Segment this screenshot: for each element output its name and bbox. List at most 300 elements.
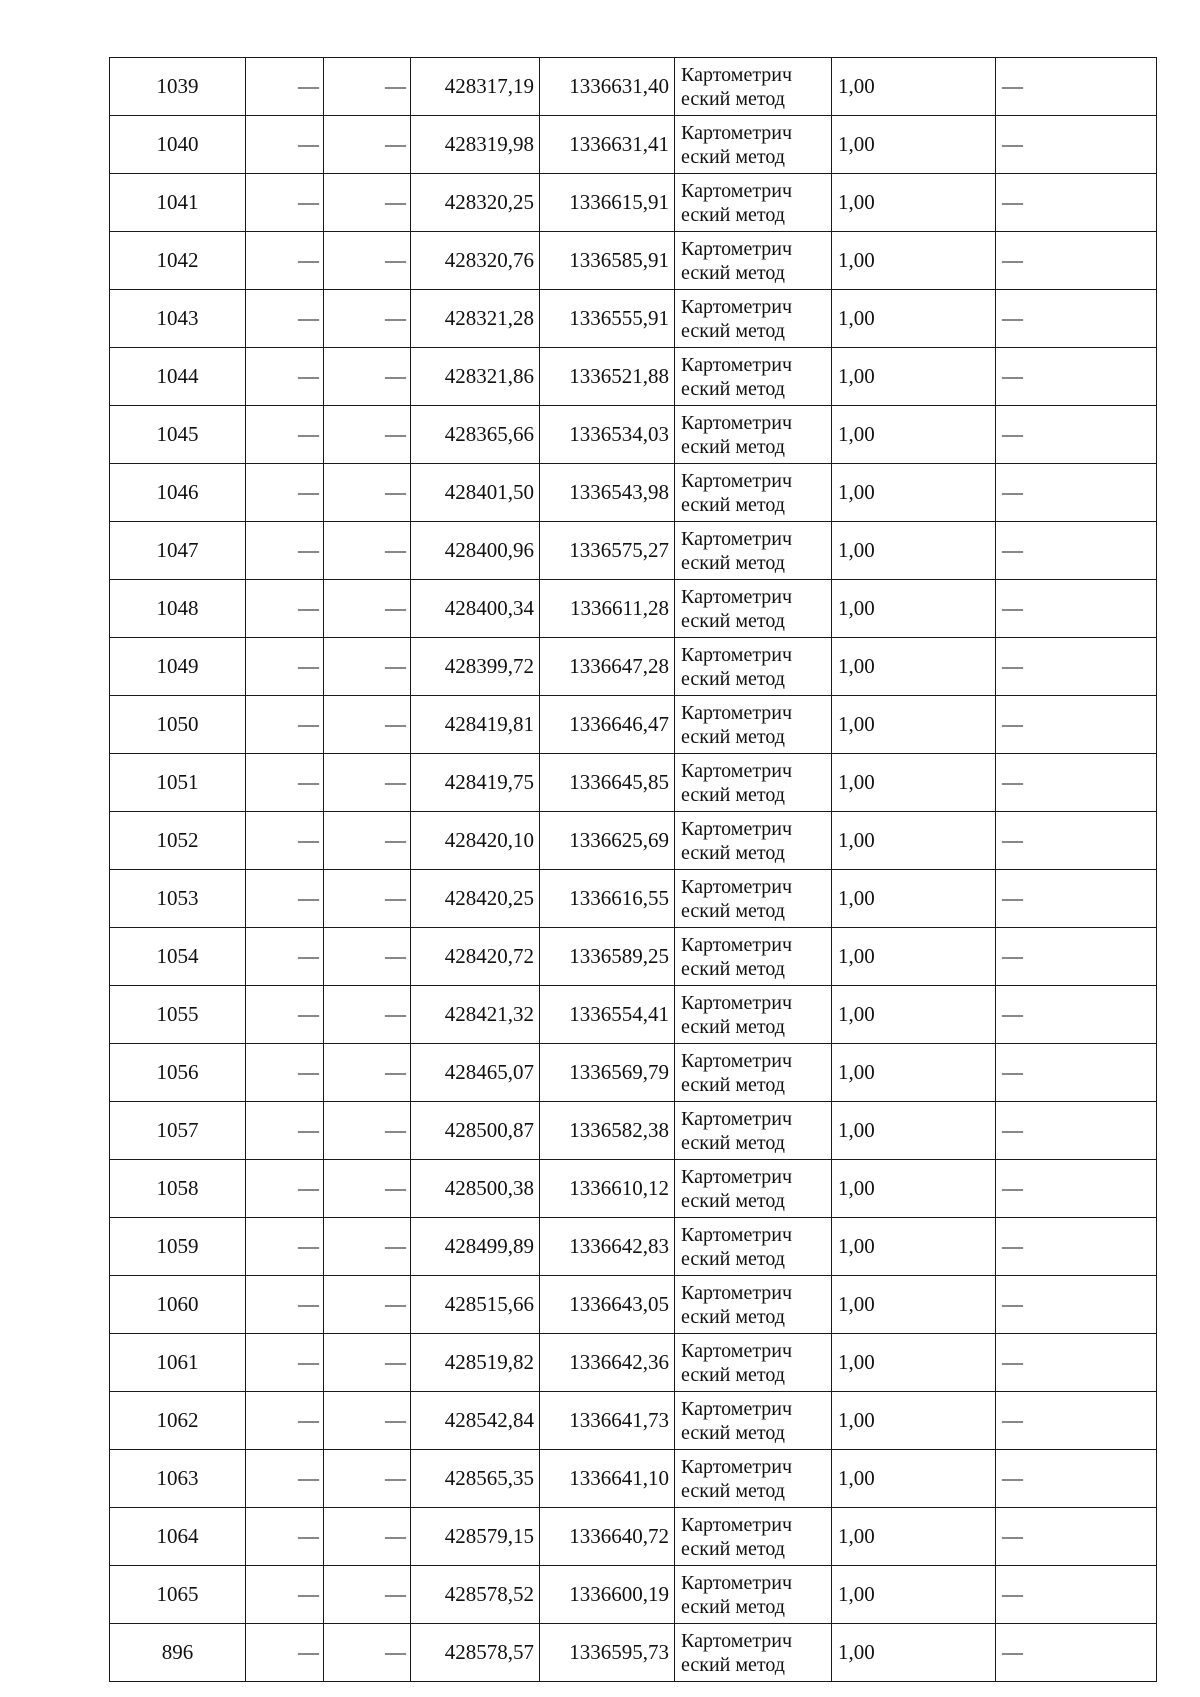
accuracy-cell: 1,00 [832,1624,996,1682]
y-coordinate-cell: 1336646,47 [540,696,675,754]
x-coordinate-cell: 428579,15 [411,1508,540,1566]
description-cell: — [996,638,1157,696]
method-line-2: еский метод [681,783,785,806]
point-number-cell: 1049 [110,638,246,696]
table-row [110,1392,1157,1450]
x-coordinate-cell: 428321,86 [411,348,540,406]
y-coordinate-cell: 1336616,55 [540,870,675,928]
point-number-cell: 1063 [110,1450,246,1508]
y-coordinate-cell: 1336569,79 [540,1044,675,1102]
y-coordinate-cell: 1336610,12 [540,1160,675,1218]
method-cell [675,348,832,406]
empty-value-cell: — [246,580,324,638]
method-line-2: еский метод [681,203,785,226]
y-coordinate-cell: 1336543,98 [540,464,675,522]
x-coordinate-cell: 428401,50 [411,464,540,522]
method-cell [675,464,832,522]
accuracy-cell: 1,00 [832,986,996,1044]
method-line-2: еский метод [681,957,785,980]
method-cell [675,116,832,174]
y-coordinate-cell: 1336642,36 [540,1334,675,1392]
method-cell [675,174,832,232]
empty-value-cell: — [246,1218,324,1276]
table-row [110,928,1157,986]
method-cell [675,290,832,348]
x-coordinate-cell: 428421,32 [411,986,540,1044]
empty-value-cell: — [246,1450,324,1508]
point-number-cell: 1039 [110,58,246,116]
table-row [110,870,1157,928]
y-coordinate-cell: 1336615,91 [540,174,675,232]
table-row [110,522,1157,580]
table-row [110,812,1157,870]
table-row [110,348,1157,406]
empty-value-cell: — [324,290,411,348]
accuracy-cell: 1,00 [832,1392,996,1450]
empty-value-cell: — [324,754,411,812]
point-number-cell: 1056 [110,1044,246,1102]
y-coordinate-cell: 1336647,28 [540,638,675,696]
accuracy-cell: 1,00 [832,1102,996,1160]
method-line-1: Картометрич [681,585,793,608]
method-line-1: Картометрич [681,1513,793,1536]
empty-value-cell: — [246,1566,324,1624]
point-number-cell: 1058 [110,1160,246,1218]
method-line-1: Картометрич [681,1107,793,1130]
y-coordinate-cell: 1336640,72 [540,1508,675,1566]
point-number-cell: 1060 [110,1276,246,1334]
point-number-cell: 1055 [110,986,246,1044]
table-row [110,1450,1157,1508]
empty-value-cell: — [324,1624,411,1682]
x-coordinate-cell: 428500,38 [411,1160,540,1218]
y-coordinate-cell: 1336641,73 [540,1392,675,1450]
description-cell: — [996,174,1157,232]
description-cell: — [996,116,1157,174]
point-number-cell: 1051 [110,754,246,812]
table-row [110,1334,1157,1392]
method-line-2: еский метод [681,1537,785,1560]
method-line-2: еский метод [681,1595,785,1618]
x-coordinate-cell: 428420,25 [411,870,540,928]
empty-value-cell: — [246,1624,324,1682]
y-coordinate-cell: 1336645,85 [540,754,675,812]
empty-value-cell: — [246,1102,324,1160]
empty-value-cell: — [246,1508,324,1566]
accuracy-cell: 1,00 [832,290,996,348]
method-cell [675,580,832,638]
empty-value-cell: — [324,464,411,522]
point-number-cell: 1048 [110,580,246,638]
description-cell: — [996,1044,1157,1102]
method-cell [675,928,832,986]
empty-value-cell: — [246,1334,324,1392]
method-line-1: Картометрич [681,1165,793,1188]
table-row [110,580,1157,638]
y-coordinate-cell: 1336555,91 [540,290,675,348]
method-cell [675,58,832,116]
empty-value-cell: — [246,174,324,232]
empty-value-cell: — [324,1508,411,1566]
method-line-2: еский метод [681,1479,785,1502]
empty-value-cell: — [324,348,411,406]
method-line-2: еский метод [681,1363,785,1386]
point-number-cell: 1053 [110,870,246,928]
x-coordinate-cell: 428465,07 [411,1044,540,1102]
accuracy-cell: 1,00 [832,754,996,812]
description-cell: — [996,986,1157,1044]
point-number-cell: 1047 [110,522,246,580]
method-line-1: Картометрич [681,933,793,956]
x-coordinate-cell: 428399,72 [411,638,540,696]
point-number-cell: 1046 [110,464,246,522]
accuracy-cell: 1,00 [832,174,996,232]
table-row [110,290,1157,348]
empty-value-cell: — [324,1566,411,1624]
y-coordinate-cell: 1336611,28 [540,580,675,638]
table-row [110,232,1157,290]
x-coordinate-cell: 428319,98 [411,116,540,174]
x-coordinate-cell: 428317,19 [411,58,540,116]
table-row [110,986,1157,1044]
point-number-cell: 1065 [110,1566,246,1624]
description-cell: — [996,1566,1157,1624]
empty-value-cell: — [324,116,411,174]
method-line-1: Картометрич [681,179,793,202]
description-cell: — [996,290,1157,348]
empty-value-cell: — [324,638,411,696]
empty-value-cell: — [324,1276,411,1334]
method-cell [675,522,832,580]
table-row [110,1276,1157,1334]
y-coordinate-cell: 1336600,19 [540,1566,675,1624]
accuracy-cell: 1,00 [832,870,996,928]
description-cell: — [996,58,1157,116]
method-cell [675,1392,832,1450]
point-number-cell: 1061 [110,1334,246,1392]
empty-value-cell: — [246,1160,324,1218]
method-line-1: Картометрич [681,1049,793,1072]
accuracy-cell: 1,00 [832,1276,996,1334]
method-line-2: еский метод [681,87,785,110]
accuracy-cell: 1,00 [832,638,996,696]
method-line-1: Картометрич [681,1397,793,1420]
method-cell [675,1624,832,1682]
point-number-cell: 1043 [110,290,246,348]
point-number-cell: 1057 [110,1102,246,1160]
description-cell: — [996,870,1157,928]
method-line-1: Картометрич [681,353,793,376]
table-row [110,1102,1157,1160]
empty-value-cell: — [246,754,324,812]
description-cell: — [996,232,1157,290]
y-coordinate-cell: 1336575,27 [540,522,675,580]
method-cell [675,1450,832,1508]
method-cell [675,1566,832,1624]
y-coordinate-cell: 1336589,25 [540,928,675,986]
method-line-2: еский метод [681,1015,785,1038]
empty-value-cell: — [246,812,324,870]
empty-value-cell: — [246,116,324,174]
method-line-2: еский метод [681,435,785,458]
empty-value-cell: — [246,232,324,290]
accuracy-cell: 1,00 [832,464,996,522]
method-cell [675,638,832,696]
y-coordinate-cell: 1336521,88 [540,348,675,406]
y-coordinate-cell: 1336631,40 [540,58,675,116]
empty-value-cell: — [324,522,411,580]
method-line-2: еский метод [681,1421,785,1444]
description-cell: — [996,1334,1157,1392]
x-coordinate-cell: 428320,25 [411,174,540,232]
empty-value-cell: — [246,522,324,580]
accuracy-cell: 1,00 [832,812,996,870]
description-cell: — [996,1392,1157,1450]
method-line-1: Картометрич [681,701,793,724]
table-row [110,464,1157,522]
method-line-1: Картометрич [681,1629,793,1652]
y-coordinate-cell: 1336631,41 [540,116,675,174]
method-line-2: еский метод [681,841,785,864]
empty-value-cell: — [324,1334,411,1392]
empty-value-cell: — [324,1160,411,1218]
y-coordinate-cell: 1336585,91 [540,232,675,290]
method-cell [675,1160,832,1218]
empty-value-cell: — [324,1218,411,1276]
method-line-1: Картометрич [681,237,793,260]
method-cell [675,754,832,812]
accuracy-cell: 1,00 [832,116,996,174]
x-coordinate-cell: 428420,10 [411,812,540,870]
empty-value-cell: — [324,406,411,464]
method-line-2: еский метод [681,319,785,342]
accuracy-cell: 1,00 [832,1450,996,1508]
method-line-2: еский метод [681,377,785,400]
empty-value-cell: — [246,1392,324,1450]
method-cell [675,1218,832,1276]
method-line-2: еский метод [681,899,785,922]
x-coordinate-cell: 428519,82 [411,1334,540,1392]
table-row [110,754,1157,812]
empty-value-cell: — [246,638,324,696]
point-number-cell: 1042 [110,232,246,290]
table-row [110,174,1157,232]
method-cell [675,1102,832,1160]
method-line-2: еский метод [681,667,785,690]
description-cell: — [996,348,1157,406]
x-coordinate-cell: 428500,87 [411,1102,540,1160]
x-coordinate-cell: 428578,57 [411,1624,540,1682]
description-cell: — [996,464,1157,522]
description-cell: — [996,406,1157,464]
empty-value-cell: — [246,928,324,986]
empty-value-cell: — [324,1450,411,1508]
empty-value-cell: — [246,870,324,928]
method-line-1: Картометрич [681,121,793,144]
method-cell [675,1334,832,1392]
table-row [110,638,1157,696]
table-row [110,696,1157,754]
method-line-2: еский метод [681,145,785,168]
method-line-1: Картометрич [681,63,793,86]
empty-value-cell: — [246,290,324,348]
empty-value-cell: — [246,58,324,116]
table-row [110,116,1157,174]
x-coordinate-cell: 428515,66 [411,1276,540,1334]
method-line-1: Картометрич [681,991,793,1014]
description-cell: — [996,1276,1157,1334]
y-coordinate-cell: 1336642,83 [540,1218,675,1276]
method-line-2: еский метод [681,493,785,516]
method-line-1: Картометрич [681,295,793,318]
method-cell [675,986,832,1044]
method-line-2: еский метод [681,1305,785,1328]
table-row [110,1566,1157,1624]
method-cell [675,406,832,464]
point-number-cell: 1040 [110,116,246,174]
empty-value-cell: — [324,1044,411,1102]
x-coordinate-cell: 428420,72 [411,928,540,986]
table-body [110,58,1157,1682]
y-coordinate-cell: 1336582,38 [540,1102,675,1160]
point-number-cell: 896 [110,1624,246,1682]
empty-value-cell: — [246,348,324,406]
method-line-1: Картометрич [681,643,793,666]
accuracy-cell: 1,00 [832,1218,996,1276]
table-row [110,1160,1157,1218]
empty-value-cell: — [246,464,324,522]
method-line-1: Картометрич [681,1339,793,1362]
method-line-1: Картометрич [681,875,793,898]
empty-value-cell: — [324,232,411,290]
point-number-cell: 1064 [110,1508,246,1566]
method-line-1: Картометрич [681,1571,793,1594]
method-cell [675,1276,832,1334]
table-row [110,1624,1157,1682]
accuracy-cell: 1,00 [832,696,996,754]
method-line-2: еский метод [681,1247,785,1270]
method-cell [675,870,832,928]
description-cell: — [996,928,1157,986]
table-row [110,1218,1157,1276]
point-number-cell: 1041 [110,174,246,232]
method-cell [675,232,832,290]
accuracy-cell: 1,00 [832,1334,996,1392]
empty-value-cell: — [324,812,411,870]
empty-value-cell: — [246,1276,324,1334]
y-coordinate-cell: 1336595,73 [540,1624,675,1682]
point-number-cell: 1062 [110,1392,246,1450]
method-line-1: Картометрич [681,759,793,782]
description-cell: — [996,1160,1157,1218]
description-cell: — [996,754,1157,812]
x-coordinate-cell: 428320,76 [411,232,540,290]
method-line-1: Картометрич [681,1281,793,1304]
x-coordinate-cell: 428365,66 [411,406,540,464]
table-row [110,406,1157,464]
empty-value-cell: — [324,174,411,232]
method-line-1: Картометрич [681,817,793,840]
point-number-cell: 1052 [110,812,246,870]
empty-value-cell: — [324,1392,411,1450]
description-cell: — [996,1102,1157,1160]
method-line-1: Картометрич [681,469,793,492]
empty-value-cell: — [324,58,411,116]
accuracy-cell: 1,00 [832,1508,996,1566]
accuracy-cell: 1,00 [832,1160,996,1218]
point-number-cell: 1054 [110,928,246,986]
empty-value-cell: — [324,1102,411,1160]
x-coordinate-cell: 428400,34 [411,580,540,638]
x-coordinate-cell: 428321,28 [411,290,540,348]
y-coordinate-cell: 1336643,05 [540,1276,675,1334]
method-line-2: еский метод [681,1189,785,1212]
accuracy-cell: 1,00 [832,348,996,406]
empty-value-cell: — [324,986,411,1044]
x-coordinate-cell: 428578,52 [411,1566,540,1624]
x-coordinate-cell: 428542,84 [411,1392,540,1450]
empty-value-cell: — [324,580,411,638]
description-cell: — [996,1624,1157,1682]
point-number-cell: 1044 [110,348,246,406]
description-cell: — [996,1508,1157,1566]
accuracy-cell: 1,00 [832,1044,996,1102]
accuracy-cell: 1,00 [832,232,996,290]
accuracy-cell: 1,00 [832,580,996,638]
method-line-2: еский метод [681,261,785,284]
empty-value-cell: — [324,696,411,754]
point-number-cell: 1045 [110,406,246,464]
point-number-cell: 1059 [110,1218,246,1276]
empty-value-cell: — [246,1044,324,1102]
method-cell [675,1508,832,1566]
x-coordinate-cell: 428419,81 [411,696,540,754]
empty-value-cell: — [246,986,324,1044]
x-coordinate-cell: 428400,96 [411,522,540,580]
y-coordinate-cell: 1336641,10 [540,1450,675,1508]
accuracy-cell: 1,00 [832,406,996,464]
method-line-2: еский метод [681,725,785,748]
description-cell: — [996,696,1157,754]
method-line-2: еский метод [681,609,785,632]
method-line-1: Картометрич [681,1455,793,1478]
point-number-cell: 1050 [110,696,246,754]
method-cell [675,1044,832,1102]
method-line-2: еский метод [681,1131,785,1154]
y-coordinate-cell: 1336534,03 [540,406,675,464]
table-row [110,58,1157,116]
method-cell [675,812,832,870]
method-line-2: еский метод [681,1653,785,1676]
method-line-1: Картометрич [681,1223,793,1246]
x-coordinate-cell: 428565,35 [411,1450,540,1508]
empty-value-cell: — [324,928,411,986]
method-line-2: еский метод [681,551,785,574]
empty-value-cell: — [246,696,324,754]
y-coordinate-cell: 1336554,41 [540,986,675,1044]
description-cell: — [996,812,1157,870]
method-cell [675,696,832,754]
method-line-1: Картометрич [681,411,793,434]
description-cell: — [996,1218,1157,1276]
accuracy-cell: 1,00 [832,522,996,580]
empty-value-cell: — [324,870,411,928]
method-line-2: еский метод [681,1073,785,1096]
table-row [110,1044,1157,1102]
x-coordinate-cell: 428499,89 [411,1218,540,1276]
table-row [110,1508,1157,1566]
accuracy-cell: 1,00 [832,58,996,116]
